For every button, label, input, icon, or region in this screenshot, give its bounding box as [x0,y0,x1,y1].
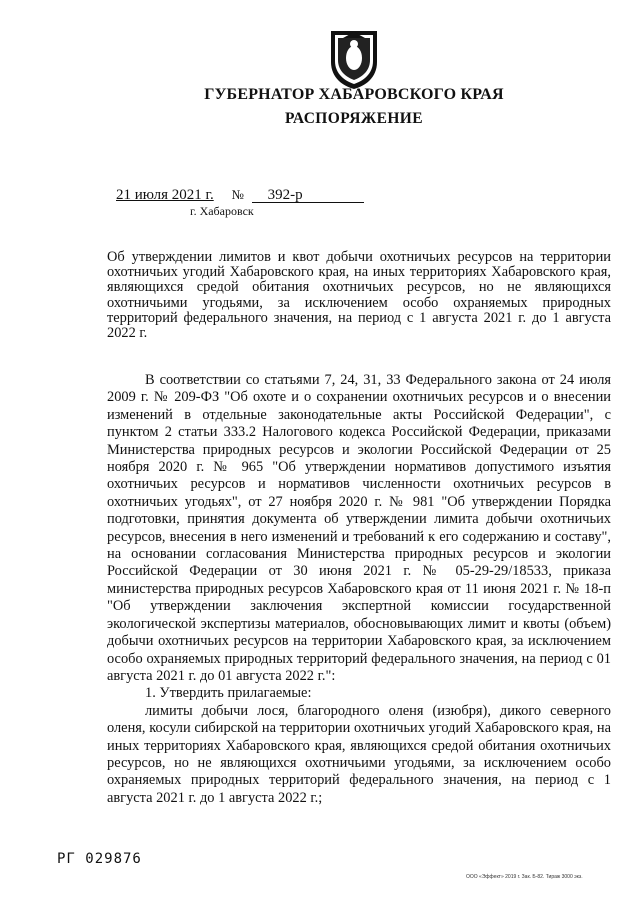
coat-of-arms-icon [327,28,381,90]
item-1: 1. Утвердить прилагаемые: [145,685,312,702]
document-date: 21 июля 2021 г. [116,187,214,203]
document-subject: Об утверждении лимитов и квот добычи охотничьих ресурсов на территории охотничьих угодий Хабаровского края, на иных территориях Хабаровского края, являющихся средой обитания охотничьих ресурсов, но не являющихся охотничьими угодьями, за исключением особо охраняемых природных территорий федерального значения, на период с 1 августа 2021 г. до 1 августа 2022 г. [107,249,611,342]
date-number-line [116,187,364,204]
document-number: 392-р [252,188,364,203]
preamble-paragraph: В соответствии со статьями 7, 24, 31, 33 Федерального закона от 24 июля 2009 г. № 209-ФЗ "Об охоте и о сохранении охотничьих ресурсов и о внесении изменений в отдельные законодательные акты Российской Федерации", с пунктом 2 статьи 333.2 Налогового кодекса Российской Федерации, приказами Министерства природных ресурсов и экологии Российской Федерации от 25 ноября 2020 г. № 965 "Об утверждении нормативов допустимого изъятия охотничьих ресурсов и нормативов численности охотничьих ресурсов в охотничьих угодьях", от 27 ноября 2020 г. № 981 "Об утверждении Порядка подготовки, принятия документа об утверждении лимита добычи охотничьих ресурсов, внесения в него изменений и требований к его содержанию и составу", на основании согласования Министерства природных ресурсов и экологии Российской Федерации от 30 июня 2021 г. № 05-29-29/18533, приказа министерства природных ресурсов Хабаровского края от 11 июня 2021 г. № 18-п "Об утверждении заключения экспертной комиссии государственной экологической экспертизы материалов, обосновывающих лимит и квоты (объем) добычи охотничьих ресурсов на территории Хабаровского края, за исключением особо охраняемых природных территорий федерального значения, на период с 01 августа 2021 г. до 01 августа 2022 г.": [107,372,611,684]
document-body [107,372,611,807]
governor-title: ГУБЕРНАТОР ХАБАРОВСКОГО КРАЯ [204,86,504,103]
number-label: № [231,187,244,202]
printer-note: ООО «Эффект» 2019 г. Зак. Б-82. Тираж 3000 экз. [466,874,583,880]
item-1-subitem: лимиты добычи лося, благородного оленя (изюбря), дикого северного оленя, косули сибирской на территории охотничьих угодий Хабаровского края, на иных территориях Хабаровского края, являющихся средой обитания охотничьих ресурсов, но не являющихся охотничьими угодьями, за исключением особо охраняемых природных территорий федерального значения, на период с 1 августа 2021 г. до 1 августа 2022 г.; [107,702,611,806]
document-type: РАСПОРЯЖЕНИЕ [284,110,424,127]
registration-number: РГ 029876 [57,851,142,867]
document-city: г. Хабаровск [190,204,254,218]
